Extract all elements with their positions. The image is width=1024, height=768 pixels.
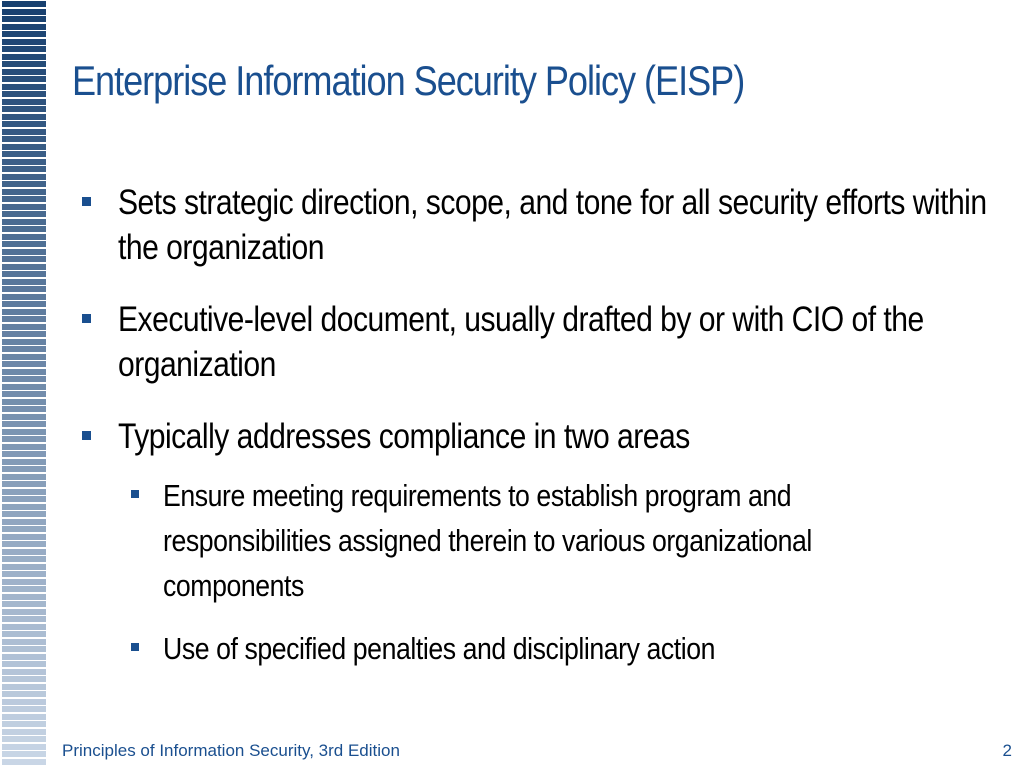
stripe [2, 136, 46, 142]
stripe [2, 406, 46, 412]
stripe [2, 339, 46, 345]
stripe [2, 294, 46, 300]
stripe [2, 31, 46, 37]
stripe [2, 624, 46, 630]
stripe [2, 61, 46, 67]
decorative-stripe-bar [0, 0, 50, 768]
square-bullet-icon [131, 643, 139, 651]
stripe [2, 286, 46, 292]
stripe [2, 556, 46, 562]
stripe [2, 564, 46, 570]
stripe [2, 399, 46, 405]
stripe [2, 691, 46, 697]
sub-bullet-item [125, 473, 1000, 608]
stripe [2, 106, 46, 112]
stripe [2, 526, 46, 532]
stripe [2, 144, 46, 150]
stripe [2, 414, 46, 420]
stripe [2, 361, 46, 367]
stripe [2, 601, 46, 607]
stripe [2, 706, 46, 712]
stripe [2, 489, 46, 495]
stripe [2, 69, 46, 75]
stripe [2, 384, 46, 390]
stripe [2, 249, 46, 255]
stripe [2, 91, 46, 97]
bullet-item [80, 414, 1000, 459]
square-bullet-icon [82, 314, 91, 323]
stripe [2, 639, 46, 645]
stripe [2, 331, 46, 337]
stripe [2, 196, 46, 202]
stripe [2, 316, 46, 322]
sub-bullet-item [125, 626, 1000, 671]
stripe [2, 324, 46, 330]
bullet-item [80, 180, 1000, 270]
stripe [2, 99, 46, 105]
stripe [2, 301, 46, 307]
stripe [2, 391, 46, 397]
sub-bullet-text: Use of specified penalties and disciplinary action [163, 631, 716, 666]
stripe [2, 451, 46, 457]
stripe [2, 481, 46, 487]
stripe [2, 189, 46, 195]
stripe [2, 744, 46, 750]
stripe [2, 729, 46, 735]
square-bullet-icon [82, 197, 91, 206]
stripe [2, 751, 46, 757]
stripe [2, 16, 46, 22]
stripe [2, 496, 46, 502]
stripe [2, 346, 46, 352]
stripe [2, 444, 46, 450]
square-bullet-icon [131, 490, 139, 498]
sub-bullet-text: Ensure meeting requirements to establish program and responsibilities assigned therein to various organizational components [163, 478, 812, 603]
stripe [2, 534, 46, 540]
bullet-item [80, 297, 1000, 387]
stripe [2, 474, 46, 480]
square-bullet-icon [82, 431, 91, 440]
stripe [2, 549, 46, 555]
stripe [2, 24, 46, 30]
stripe [2, 114, 46, 120]
stripe [2, 1, 46, 7]
stripe [2, 661, 46, 667]
stripe [2, 211, 46, 217]
stripe [2, 459, 46, 465]
stripe [2, 579, 46, 585]
stripe [2, 159, 46, 165]
stripe [2, 166, 46, 172]
stripe [2, 646, 46, 652]
stripe [2, 571, 46, 577]
stripe [2, 669, 46, 675]
stripe [2, 271, 46, 277]
stripe [2, 279, 46, 285]
stripe [2, 684, 46, 690]
stripe [2, 9, 46, 15]
stripe [2, 511, 46, 517]
stripe [2, 586, 46, 592]
stripe [2, 174, 46, 180]
bullet-text: Sets strategic direction, scope, and tone for all security efforts within the organization [118, 183, 987, 267]
stripe [2, 369, 46, 375]
bullet-text: Typically addresses compliance in two areas [118, 417, 690, 456]
stripe [2, 76, 46, 82]
stripe [2, 541, 46, 547]
stripe [2, 264, 46, 270]
stripe [2, 204, 46, 210]
slide-title: Enterprise Information Security Policy (EISP) [72, 57, 745, 104]
stripe [2, 234, 46, 240]
bullet-text: Executive-level document, usually drafted by or with CIO of the organization [118, 300, 924, 384]
stripe [2, 654, 46, 660]
stripe [2, 256, 46, 262]
stripe [2, 699, 46, 705]
page-number: 2 [1002, 741, 1012, 760]
stripe [2, 631, 46, 637]
stripe [2, 721, 46, 727]
stripe [2, 676, 46, 682]
stripe [2, 226, 46, 232]
stripe [2, 309, 46, 315]
stripe [2, 54, 46, 60]
stripe [2, 736, 46, 742]
stripe [2, 609, 46, 615]
stripe [2, 46, 46, 52]
stripe [2, 181, 46, 187]
stripe [2, 129, 46, 135]
stripe [2, 519, 46, 525]
stripe [2, 616, 46, 622]
stripe [2, 151, 46, 157]
stripe [2, 436, 46, 442]
stripe [2, 39, 46, 45]
stripe [2, 241, 46, 247]
stripe [2, 594, 46, 600]
stripe [2, 421, 46, 427]
stripe [2, 504, 46, 510]
stripe [2, 376, 46, 382]
footer-source: Principles of Information Security, 3rd Edition [62, 741, 400, 760]
stripe [2, 759, 46, 765]
stripe [2, 354, 46, 360]
bullet-list [80, 180, 1000, 689]
stripe [2, 429, 46, 435]
stripe [2, 714, 46, 720]
stripe [2, 219, 46, 225]
stripe [2, 121, 46, 127]
stripe [2, 84, 46, 90]
stripe [2, 466, 46, 472]
